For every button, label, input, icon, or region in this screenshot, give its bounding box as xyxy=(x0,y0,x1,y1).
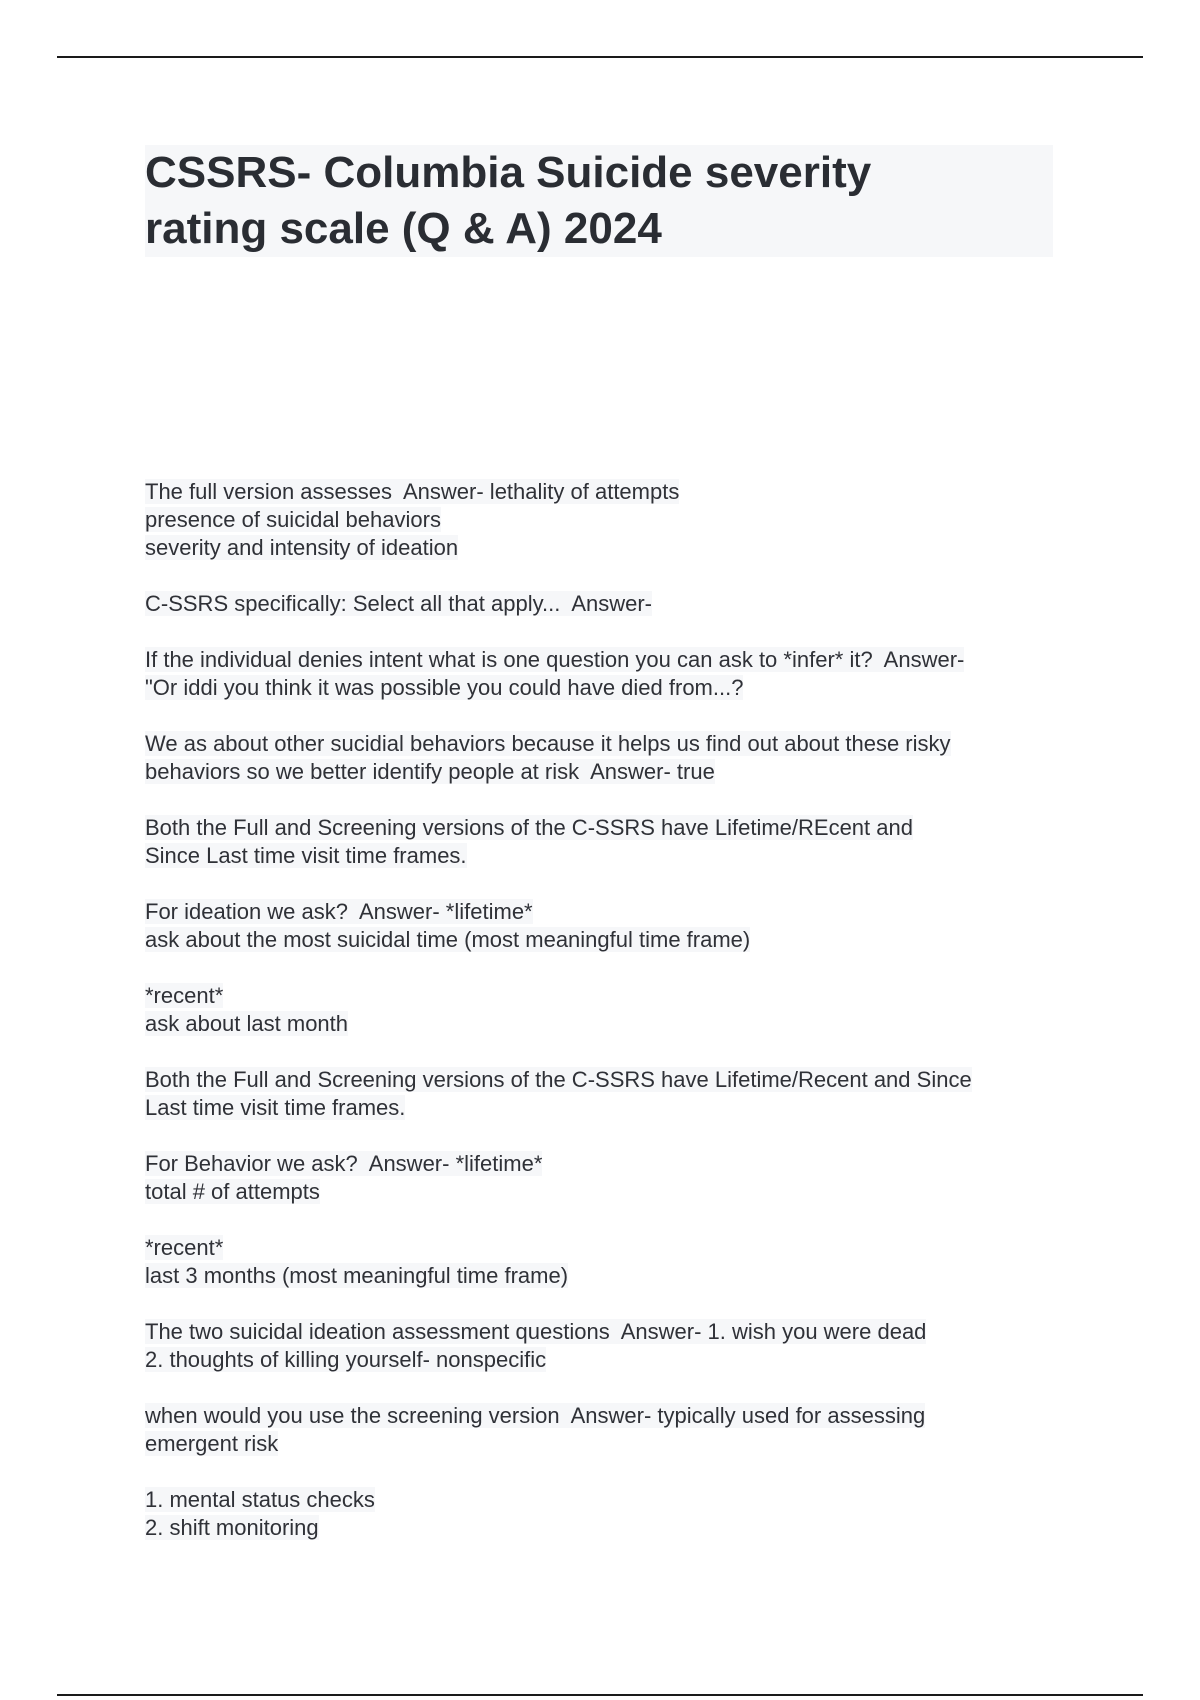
qa-line xyxy=(145,814,1065,842)
qa-line xyxy=(145,982,1065,1010)
qa-block xyxy=(145,814,1065,870)
qa-line xyxy=(145,1066,1065,1094)
qa-line xyxy=(145,1430,1065,1458)
qa-block xyxy=(145,982,1065,1038)
qa-line-text: Since Last time visit time frames. xyxy=(145,843,467,868)
qa-line-text: 2. thoughts of killing yourself- nonspecific xyxy=(145,1347,547,1372)
qa-line xyxy=(145,1346,1065,1374)
qa-line xyxy=(145,1094,1065,1122)
qa-line xyxy=(145,506,1065,534)
qa-line-text: Last time visit time frames. xyxy=(145,1095,406,1120)
qa-line-text: Both the Full and Screening versions of the C-SSRS have Lifetime/Recent and Since xyxy=(145,1067,972,1092)
qa-line-text: behaviors so we better identify people at risk Answer- true xyxy=(145,759,715,784)
qa-line-text: total # of attempts xyxy=(145,1179,320,1204)
qa-line-text: We as about other sucidial behaviors because it helps us find out about these risky xyxy=(145,731,951,756)
qa-line-text: The full version assesses Answer- lethality of attempts xyxy=(145,479,680,504)
qa-line xyxy=(145,758,1065,786)
qa-block xyxy=(145,1318,1065,1374)
qa-line xyxy=(145,1234,1065,1262)
qa-line xyxy=(145,1318,1065,1346)
qa-line xyxy=(145,674,1065,702)
qa-line-text: 2. shift monitoring xyxy=(145,1515,319,1540)
qa-line-text: ask about the most suicidal time (most meaningful time frame) xyxy=(145,927,751,952)
qa-line xyxy=(145,646,1065,674)
qa-line-text: For ideation we ask? Answer- *lifetime* xyxy=(145,899,533,924)
qa-line xyxy=(145,1150,1065,1178)
qa-block xyxy=(145,1066,1065,1122)
qa-line-text: For Behavior we ask? Answer- *lifetime* xyxy=(145,1151,543,1176)
qa-block xyxy=(145,590,1065,618)
qa-line xyxy=(145,534,1065,562)
bottom-rule xyxy=(57,1694,1143,1696)
qa-block xyxy=(145,646,1065,702)
title-line: rating scale (Q & A) 2024 xyxy=(145,204,662,253)
qa-block xyxy=(145,478,1065,562)
qa-line xyxy=(145,1010,1065,1038)
title-block xyxy=(145,145,1053,257)
qa-line-text: 1. mental status checks xyxy=(145,1487,375,1512)
qa-line-text: *recent* xyxy=(145,983,224,1008)
qa-block xyxy=(145,1234,1065,1290)
qa-line-text: If the individual denies intent what is one question you can ask to *infer* it? Answer- xyxy=(145,647,965,672)
qa-line xyxy=(145,926,1065,954)
qa-line xyxy=(145,1262,1065,1290)
qa-line xyxy=(145,1402,1065,1430)
qa-block xyxy=(145,898,1065,954)
qa-line-text: C-SSRS specifically: Select all that apply... Answer- xyxy=(145,591,653,616)
qa-line-text: severity and intensity of ideation xyxy=(145,535,459,560)
qa-line xyxy=(145,478,1065,506)
qa-line xyxy=(145,730,1065,758)
qa-block xyxy=(145,1402,1065,1458)
qa-line-text: "Or iddi you think it was possible you could have died from...? xyxy=(145,675,744,700)
qa-line-text: presence of suicidal behaviors xyxy=(145,507,441,532)
qa-line-text: when would you use the screening version Answer- typically used for assessing xyxy=(145,1403,926,1428)
qa-line xyxy=(145,1178,1065,1206)
page-title xyxy=(145,145,1053,257)
qa-line xyxy=(145,898,1065,926)
qa-line-text: Both the Full and Screening versions of the C-SSRS have Lifetime/REcent and xyxy=(145,815,913,840)
qa-line xyxy=(145,1486,1065,1514)
qa-line xyxy=(145,1514,1065,1542)
qa-line-text: ask about last month xyxy=(145,1011,349,1036)
qa-list xyxy=(145,478,1065,1570)
qa-line-text: The two suicidal ideation assessment questions Answer- 1. wish you were dead xyxy=(145,1319,927,1344)
qa-block xyxy=(145,1486,1065,1542)
qa-block xyxy=(145,1150,1065,1206)
qa-block xyxy=(145,730,1065,786)
qa-line-text: emergent risk xyxy=(145,1431,279,1456)
qa-line-text: last 3 months (most meaningful time frame) xyxy=(145,1263,569,1288)
top-rule xyxy=(57,56,1143,58)
qa-line xyxy=(145,842,1065,870)
qa-line xyxy=(145,590,1065,618)
qa-line-text: *recent* xyxy=(145,1235,224,1260)
title-line: CSSRS- Columbia Suicide severity xyxy=(145,148,872,197)
